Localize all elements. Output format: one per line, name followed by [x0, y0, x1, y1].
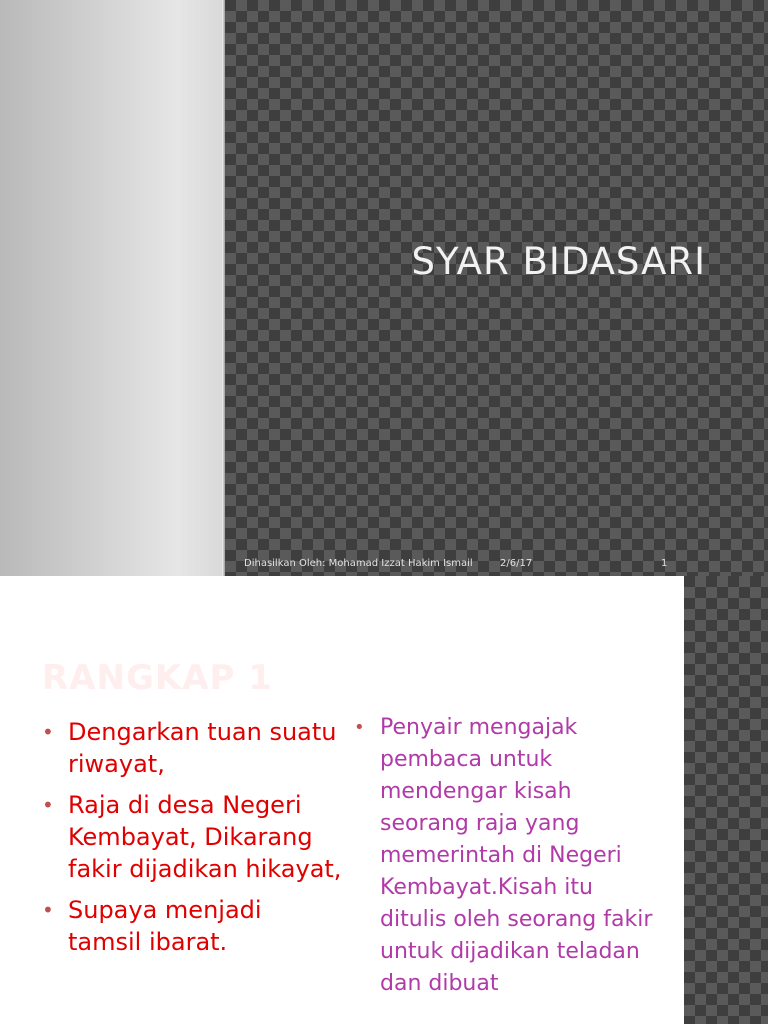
- diamond-pattern-strip: [684, 576, 768, 1024]
- bullet-text: Penyair mengajak pembaca untuk mendengar kisah seorang raja yang memerintah di Negeri Kembayat.Kisah itu ditulis oleh seorang fakir untuk dijadikan teladan dan dibuat: [380, 715, 653, 996]
- footer-author: Dihasilkan Oleh: Mohamad Izzat Hakim Ismail: [244, 558, 473, 569]
- bullet-text: Raja di desa Negeri Kembayat, Dikarang fakir dijadikan hikayat,: [68, 791, 342, 883]
- bullet-dot-icon: •: [354, 717, 365, 738]
- list-item: [42, 789, 342, 885]
- diamond-pattern-panel: [225, 0, 768, 576]
- list-item: [42, 716, 342, 780]
- list-item: [354, 712, 654, 1000]
- footer-slide-number: 1: [661, 558, 668, 569]
- bullet-text: Supaya menjadi tamsil ibarat.: [68, 896, 262, 956]
- bullet-text: Dengarkan tuan suatu riwayat,: [68, 718, 337, 778]
- bullet-dot-icon: •: [42, 898, 54, 922]
- bullet-dot-icon: •: [42, 793, 54, 817]
- right-bullet-list: [354, 712, 654, 1000]
- slide-heading: RANGKAP 1: [42, 658, 273, 698]
- left-bullet-list: [42, 716, 342, 967]
- footer-date: 2/6/17: [500, 558, 533, 569]
- gradient-panel: [0, 0, 222, 576]
- list-item: [42, 894, 342, 958]
- content-slide: [0, 576, 768, 1024]
- slide-title: SYAR BIDASARI: [411, 240, 706, 283]
- bullet-dot-icon: •: [42, 720, 54, 744]
